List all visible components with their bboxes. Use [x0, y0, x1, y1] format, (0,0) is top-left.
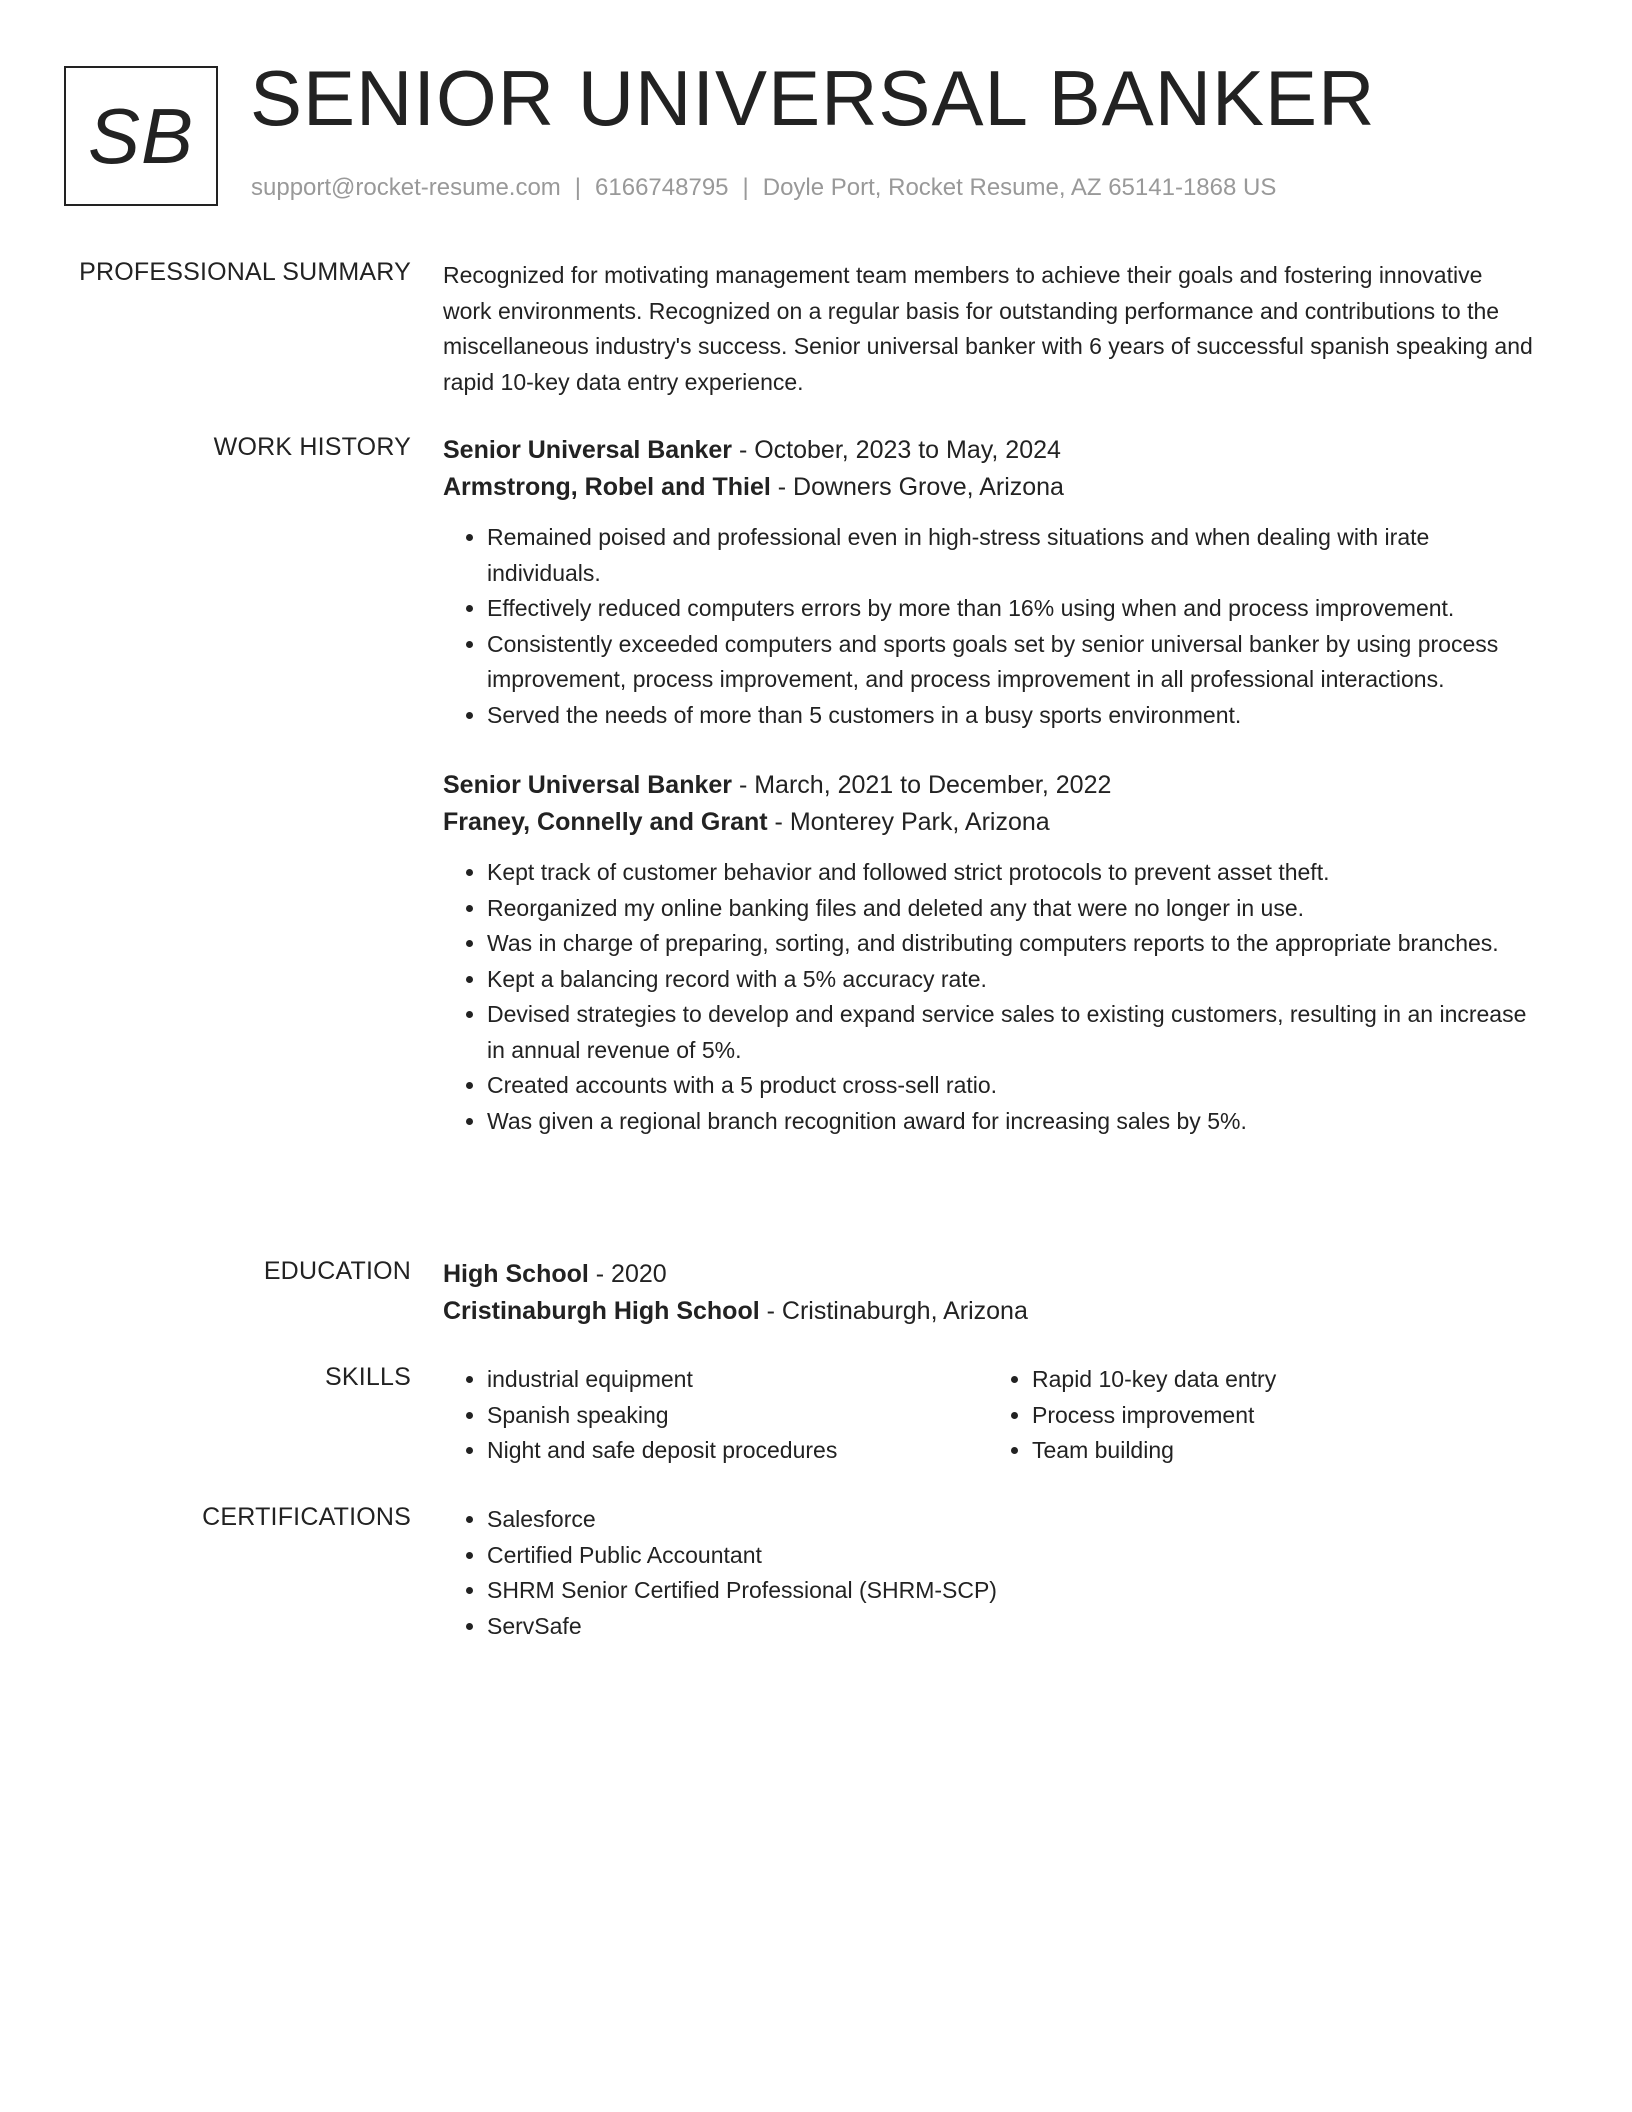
certification-item: • Salesforce: [487, 1502, 1533, 1538]
skills-grid: [443, 1362, 1533, 1469]
work-history-heading: WORK HISTORY: [213, 433, 411, 461]
degree: High School: [443, 1260, 589, 1288]
skill-item: • Process improvement: [1032, 1398, 1533, 1434]
job-entry: [443, 767, 1533, 1139]
job-company: Armstrong, Robel and Thiel: [443, 473, 771, 501]
skills-list: [988, 1362, 1533, 1469]
certifications-body: [443, 1502, 1533, 1644]
contact-separator: |: [574, 174, 582, 201]
job-dates: - October, 2023 to May, 2024: [732, 436, 1061, 464]
page-title: SENIOR UNIVERSAL BANKER: [250, 54, 1376, 142]
job-bullets: [443, 520, 1533, 733]
certification-item: • SHRM Senior Certified Professional (SHRM-SCP): [487, 1573, 1533, 1609]
contact-separator: |: [742, 174, 749, 201]
graduation-year: - 2020: [588, 1260, 667, 1288]
summary-heading: PROFESSIONAL SUMMARY: [79, 258, 411, 286]
job-bullet: • Devised strategies to develop and expand service sales to existing customers, resulting in an increase in annual revenue of 5%.: [487, 997, 1533, 1068]
job-company-line: [443, 804, 1533, 841]
summary-text: Recognized for motivating management team members to achieve their goals and fostering innovative work environments. Recognized on a regular basis for outstanding performance and contributions to the miscellaneous industry's success. Senior universal banker with 6 years of successful spanish speaking and rapid 10-key data entry experience.: [443, 262, 1533, 395]
email-text: support@rocket-resume.com: [251, 174, 561, 201]
phone-text: 6166748795: [595, 174, 729, 201]
education-heading: EDUCATION: [263, 1257, 411, 1285]
job-entry: [443, 432, 1533, 733]
job-bullet: • Was in charge of preparing, sorting, and distributing computers reports to the appropriate branches.: [487, 926, 1533, 962]
job-title-line: [443, 432, 1533, 469]
job-bullets: [443, 855, 1533, 1139]
job-bullet: • Kept a balancing record with a 5% accuracy rate.: [487, 962, 1533, 998]
skill-item: • Rapid 10-key data entry: [1032, 1362, 1533, 1398]
degree-line: [443, 1256, 1533, 1293]
school-line: [443, 1293, 1533, 1330]
job-location: - Monterey Park, Arizona: [767, 808, 1050, 836]
skills-column-left: [443, 1362, 988, 1469]
job-bullet: • Created accounts with a 5 product cross-sell ratio.: [487, 1068, 1533, 1104]
skill-item: • Team building: [1032, 1433, 1533, 1469]
job-bullet: • Reorganized my online banking files and deleted any that were no longer in use.: [487, 891, 1533, 927]
job-bullet: • Served the needs of more than 5 customers in a busy sports environment.: [487, 698, 1533, 734]
job-bullet: • Effectively reduced computers errors by more than 16% using when and process improvement.: [487, 591, 1533, 627]
address-text: Doyle Port, Rocket Resume, AZ 65141-1868 US: [762, 174, 1277, 201]
education-body: [443, 1256, 1533, 1330]
job-bullet: • Consistently exceeded computers and sports goals set by senior universal banker by using process improvement, process improvement, and process improvement in all professional interactions.: [487, 627, 1533, 698]
job-company: Franey, Connelly and Grant: [443, 808, 768, 836]
job-title: Senior Universal Banker: [443, 436, 733, 464]
skill-item: • Spanish speaking: [487, 1398, 988, 1434]
certifications-heading: CERTIFICATIONS: [202, 1503, 411, 1531]
certifications-list: [443, 1502, 1533, 1644]
school-location: - Cristinaburgh, Arizona: [759, 1297, 1028, 1325]
job-bullet: • Was given a regional branch recognition award for increasing sales by 5%.: [487, 1104, 1533, 1140]
certification-item: • Certified Public Accountant: [487, 1538, 1533, 1574]
job-title: Senior Universal Banker: [443, 771, 733, 799]
job-company-line: [443, 469, 1533, 506]
skills-heading: SKILLS: [325, 1363, 411, 1391]
skills-list: [443, 1362, 988, 1469]
work-history-body: [443, 432, 1533, 1139]
job-bullet: • Remained poised and professional even in high-stress situations and when dealing with irate individuals.: [487, 520, 1533, 591]
job-title-line: [443, 767, 1533, 804]
school-name: Cristinaburgh High School: [443, 1297, 760, 1325]
certification-item: • ServSafe: [487, 1609, 1533, 1645]
skills-body: [443, 1362, 1533, 1469]
job-location: - Downers Grove, Arizona: [770, 473, 1064, 501]
monogram-logo: SB: [64, 66, 218, 206]
job-dates: - March, 2021 to December, 2022: [732, 771, 1112, 799]
skill-item: • industrial equipment: [487, 1362, 988, 1398]
contact-line: [251, 174, 1276, 202]
summary-body: [443, 258, 1533, 400]
job-bullet: • Kept track of customer behavior and followed strict protocols to prevent asset theft.: [487, 855, 1533, 891]
skills-column-right: [988, 1362, 1533, 1469]
skill-item: • Night and safe deposit procedures: [487, 1433, 988, 1469]
